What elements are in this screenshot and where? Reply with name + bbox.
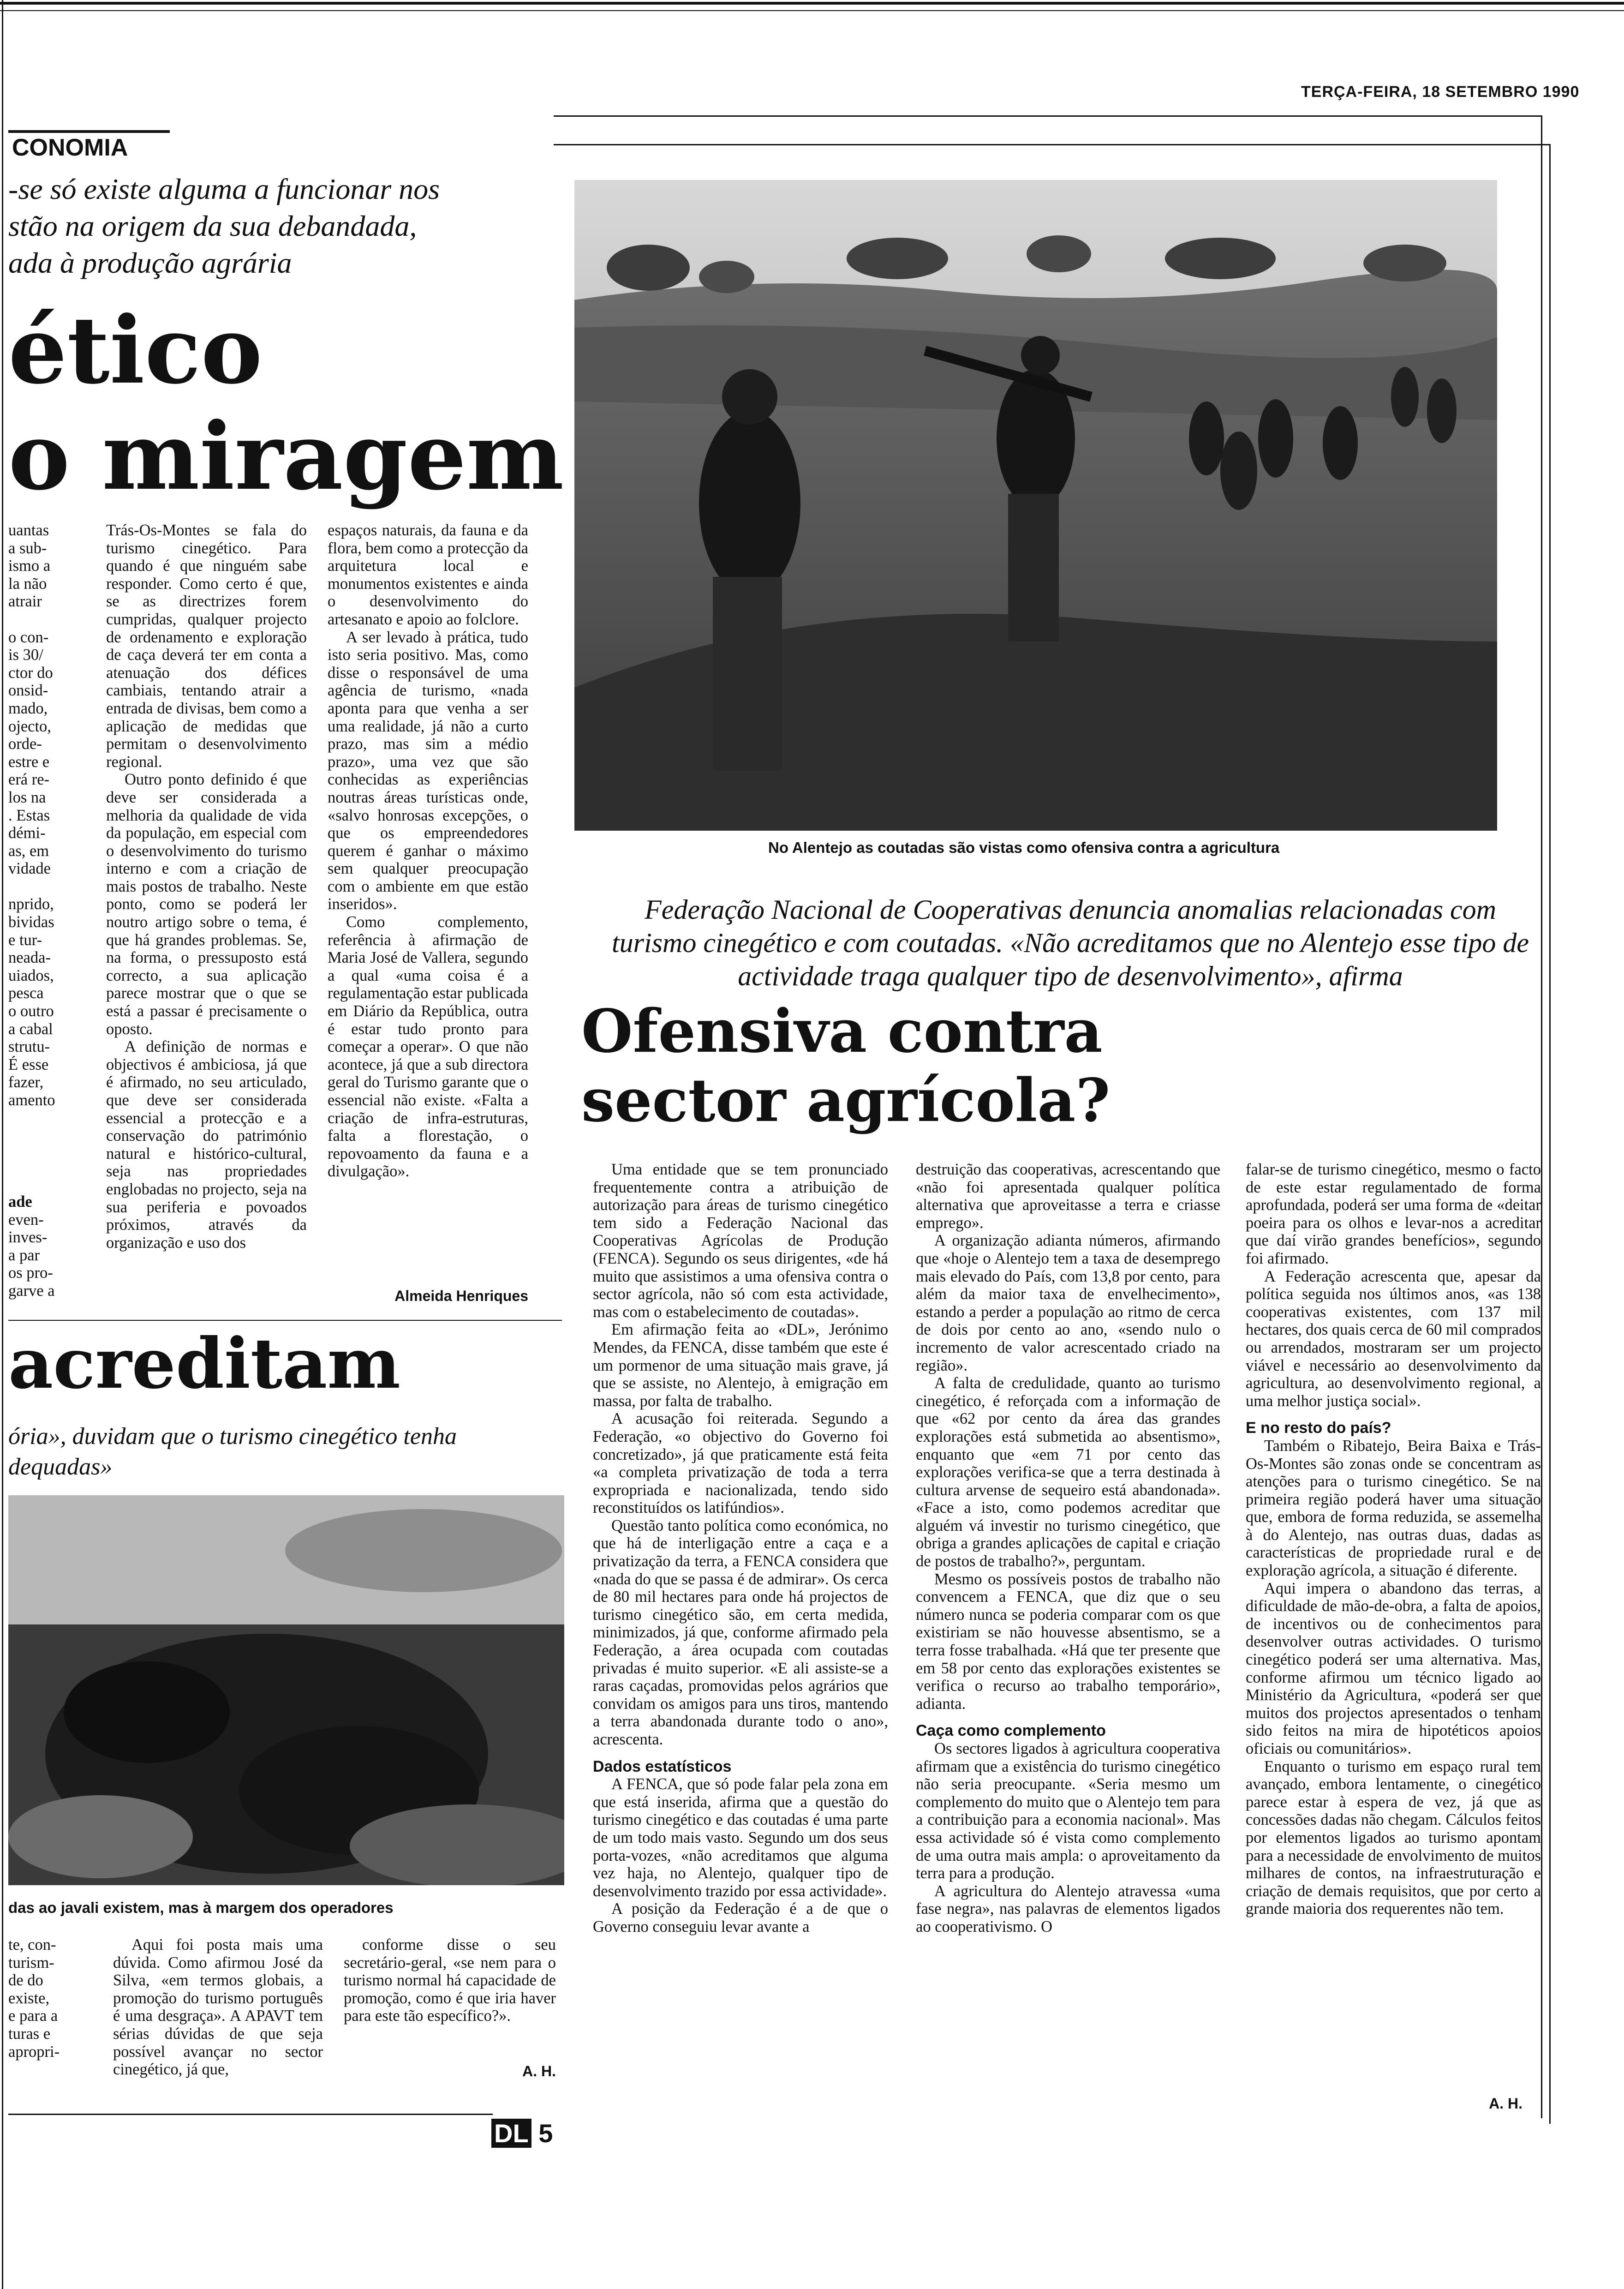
- left-edge-column-2: [8, 1193, 101, 1300]
- boar-photo-caption: das ao javali existem, mas à margem dos operadores: [8, 1899, 394, 1916]
- subhead-dados-estatisticos: Dados estatísticos: [593, 1757, 732, 1775]
- edge-fragment: a sub-: [8, 539, 47, 557]
- edge-fragment: ismo a: [8, 557, 51, 575]
- edge-fragment: even-: [8, 1210, 44, 1228]
- lower-left-headline: acreditam: [8, 1323, 401, 1404]
- edge-fragment: ojecto,: [8, 717, 51, 735]
- edge-fragment: a cabal: [8, 1020, 53, 1038]
- left-column-2: espaços naturais, da fauna e da flora, bem como a protecção da arquitetura local e monumentos existentes e ainda o desenvolvimento do artesanato e apoio ao folclore. A ser levado à prática, tudo isto seria positivo. Mas, como disse o responsável de uma agência de turismo, «nada aponta para que venha a ser uma realidade, já não a curto prazo, mas sim a médio prazo», uma vez que são conhecidas as experiências noutras áreas turísticas onde, «salvo honrosas excepções, o que os empreendedores querem é ganhar o máximo sem qualquer preocupação com o ambiente em que estão inseridos». Como complemento, referência à afirmação de Maria José de Vallera, segundo a qual «uma coisa é a regulamentação estar publicada em Diário da República, outra é estar tudo pronto para começar a operar». O que não acontece, já que a sub directora geral do Turismo garante que o essencial não existe. «Falta a criação de infra-estruturas, falta a florestação, o repovoamento da fauna e a divulgação».: [328, 521, 528, 1180]
- left-separator: [8, 1320, 562, 1321]
- left-signature: Almeida Henriques: [394, 1288, 528, 1304]
- edge-fragment: . Estas: [8, 806, 50, 824]
- edge-fragment: démi-: [8, 824, 46, 842]
- subhead-caca-como-complemento: Caça como complemento: [916, 1722, 1106, 1740]
- right-column-2: destruição das cooperativas, acrescentando que «não foi apresentada qualquer política alternativa que aproveitasse a terra e criasse emprego». A organização adianta números, afirmando que «hoje o Alentejo tem a taxa de desemprego mais elevado do País, com 13,8 por cento, para além da maior taxa de envelhecimento», estando a perder a população ao ritmo de cerca de dois por cento ao ano, «sendo nulo o incremento de valor acrescentado criado na região». A falta de credulidade, quanto ao turismo cinegético, é reforçada com a informação de que «62 por cento da área das grandes explorações está submetida ao absentismo», enquanto que «em 71 por cento das explorações verifica-se que a terra destinada à cultura arvense de sequeiro está abandonada». «Face a isto, como podemos acreditar que alguém vá investir no turismo cinegético, que obriga a grandes aplicações de capital e criação de postos de trabalho?», perguntam. Mesmo os possíveis postos de trabalho não convencem a FENCA, que diz que o seu número nunca se poderia comparar com os que existiriam se não houvesse absentismo, se a terra fosse trabalhada. «Há que ter presente que em 58 por cento das explorações existentes se verifica o recurso ao trabalho temporário», adianta. Caça como complemento Os sectores ligados à agricultura cooperativa afirmam que a existência do turismo cinegético não seria preocupante. «Seria mesmo um complemento do muito que o Alentejo tem para a contribuição para a economia nacional». Mas essa actividade só é vista como complemento de uma outra mais ampla: o aproveitamento da terra para a produção. A agricultura do Alentejo atravessa «uma fase negra», nas palavras de elementos ligados ao cooperativismo. O: [916, 1161, 1220, 1935]
- edge-fragment: pesca: [8, 984, 44, 1002]
- left-edge-line: [2, 0, 3, 2289]
- edge-fragment: bividas: [8, 913, 54, 931]
- edge-fragment: de do: [8, 1971, 43, 1989]
- edge-fragment: is 30/: [8, 646, 43, 664]
- section-label: CONOMIA: [8, 134, 131, 162]
- edge-fragment: strutu-: [8, 1038, 50, 1056]
- edge-fragment: ctor do: [8, 664, 53, 682]
- edge-fragment: existe,: [8, 1989, 50, 2007]
- lower-left-column-2: conforme disse o seu secretário-geral, «se nem para o turismo normal há capacidade de promoção, como é que iria haver para este tão específico?».: [344, 1936, 556, 2025]
- top-border-line-2: [0, 10, 1624, 11]
- footer-logo: DL 5: [491, 2118, 553, 2148]
- hunters-photo: [574, 180, 1497, 831]
- left-deck: -se só existe alguma a funcionar nos stão na origem da sua debandada, ada à produção agrária: [8, 173, 440, 279]
- edge-fragment: o outro: [8, 1002, 54, 1020]
- edge-fragment: as, em: [8, 842, 49, 860]
- edge-fragment: invеs-: [8, 1228, 48, 1246]
- edge-fragment: onsid-: [8, 682, 48, 700]
- right-frame-edge: [1549, 144, 1551, 2124]
- edge-fragment: uantas: [8, 521, 49, 539]
- section-rule: [8, 130, 170, 133]
- edge-fragment: fazer,: [8, 1073, 44, 1091]
- edge-fragment: neada-: [8, 949, 51, 967]
- edge-fragment: turas e: [8, 2025, 51, 2043]
- edge-fragment: estre e: [8, 753, 50, 771]
- left-headline-2: o miragem: [8, 402, 564, 511]
- right-column-1: Uma entidade que se tem pronunciado frequentemente contra a atribuição de autorização para áreas de turismo cinegético tem sido a Federação Nacional das Cooperativas Agrícolas de Produção (FENCA). Segundo os seus dirigentes, «de há muito que assistimos a uma ofensiva contra o sector agrícola, não só com esta actividade, mas com o estabelecimento de coutadas». Em afirmação feita ao «DL», Jerónimo Mendes, da FENCA, disse também que este é um pormenor de uma situação mais grave, já que se assiste, no Alentejo, à emigração em massa, por falta de trabalho. A acusação foi reiterada. Segundo a Federação, «o objectivo do Governo foi concretizado», já que praticamente está feita «a completa privatização de toda a terra expropriada e nacionalizada, tendo sido reconstituídos os latifúndios». Questão tanto política como económica, no que há de interligação entre a caça e a privatização da terra, a FENCA considera que «nada do que se passa é de admirar». Os cerca de 80 mil hectares para onde há projectos de turismo cinegético são, em certa medida, minimizados, já que, conforme afirmado pela Federação, a área ocupada com coutadas privadas é muito superior. «E ali assiste-se a raras caçadas, promovidas pelos agrários que convidam os amigos para uns tiros, mantendo a terra abandonada durante todo o ano», acrescenta. Dados estatísticos A FENCA, que só pode falar pela zona em que está inserida, afirma que a questão do turismo cinegético e das coutadas é uma parte de um todo mais vasto. Segundo um dos seus porta-vozes, «não acreditamos que alguma vez haja, no Alentejo, qualquer tipo de desenvolvimento trazido por essa actividade». A posição da Federação é a de que o Governo conseguiu levar avante a: [593, 1161, 888, 1935]
- hunters-photo-caption: No Alentejo as coutadas são vistas como ofensiva contra a agricultura: [768, 839, 1280, 856]
- edge-fragment: a par: [8, 1246, 40, 1264]
- edge-fragment: os pro-: [8, 1264, 53, 1282]
- hunters-photo-art: [574, 180, 1497, 831]
- right-deck: Federação Nacional de Cooperativas denuncia anomalias relacionadas com turismo cinegético e com coutadas. «Não acreditamos que no Alentejo esse tipo de actividade traga qualquer tipo de desenvolvimento», afirma: [612, 894, 1529, 991]
- lower-left-deck: ória», duvidam que o turismo cinegético tenha dequadas»: [8, 1423, 457, 1480]
- lower-left-signature: A. H.: [522, 2063, 556, 2079]
- right-headline: Ofensiva contra sector agrícola?: [581, 997, 1111, 1135]
- edge-fragment: mado,: [8, 699, 48, 717]
- right-frame-line: [1541, 115, 1542, 2118]
- right-frame-top: [554, 115, 1542, 117]
- subhead-resto-do-pais: E no resto do país?: [1246, 1419, 1391, 1437]
- bottom-rule: [8, 2114, 493, 2115]
- edge-fragment: [8, 611, 101, 629]
- edge-fragment: los na: [8, 788, 46, 806]
- edge-fragment: e tur-: [8, 931, 42, 949]
- left-edge-column: [8, 521, 101, 1109]
- left-column-1: Trás-Os-Montes se fala do turismo cinegético. Para quando é que ninguém sabe responder. Como certo é que, se as directrizes forem cumpridas, qualquer projecto de ordenamento e exploração de caça deverá ter em conta a atenuação dos défices cambiais, tentando atrair a entrada de divisas, bem como a aplicação de medidas que permitam o desenvolvimento regional. Outro ponto definido é que deve ser considerada a melhoria da qualidade de vida da população, em especial com o desenvolvimento do turismo interno e com a criação de mais postos de trabalho. Neste ponto, como se poderá ler noutro artigo sobre o tema, é que há grandes problemas. Se, na forma, o pressuposto está correcto, a sua aplicação parece mostrar que o que se está a passar é precisamente o oposto. A definição de normas e objectivos é ambiciosa, já que é afirmado, no seu articulado, que deve ser considerada essencial a protecção e a conservação do património natural e histórico-cultural, seja nas propriedades englobadas no projecto, seja na sua periferia e povoados próximos, através da organização e uso dos: [106, 521, 307, 1252]
- edge-fragment: e para a: [8, 2007, 58, 2025]
- edge-fragment: garve a: [8, 1282, 55, 1300]
- edge-fragment: o con-: [8, 628, 49, 646]
- edge-fragment: orde-: [8, 735, 42, 753]
- top-border-line: [0, 2, 1624, 5]
- edge-fragment: atrair: [8, 593, 42, 611]
- edge-fragment: amento: [8, 1091, 55, 1109]
- right-signature: A. H.: [1489, 2095, 1522, 2112]
- edge-fragment: la não: [8, 575, 47, 593]
- boar-photo-art: [8, 1495, 564, 1885]
- edge-fragment: [8, 878, 101, 896]
- edge-fragment: npridо,: [8, 895, 54, 913]
- right-frame-top-2: [554, 144, 1550, 145]
- edge-fragment: te, con-: [8, 1936, 56, 1953]
- lower-left-edge-column: [8, 1936, 105, 2061]
- edge-fragment: uiados,: [8, 966, 54, 984]
- page-date: TERÇA-FEIRA, 18 SETEMBRO 1990: [1301, 83, 1580, 101]
- edge-fragment: turism-: [8, 1953, 54, 1971]
- edge-fragment: É esse: [8, 1055, 49, 1073]
- lower-left-column-1: Aqui foi posta mais uma dúvida. Como afirmou José da Silva, «em termos globais, a promoção do turismo português é uma desgraça». A APAVT tem sérias dúvidas de que seja possível avançar no sector cinegético, já que,: [113, 1936, 323, 2079]
- right-column-3: falar-se de turismo cinegético, mesmo o facto de este estar regulamentado de forma aprofundada, poderá ser uma forma de «deitar poeira para os olhos e levar-nos a acreditar que daí virão grandes benefícios», segundo foi afirmado. A Federação acrescenta que, apesar da política seguida nos últimos anos, «as 138 cooperativas existentes, com 137 mil hectares, dos quais cerca de 60 mil comprados ou arrendados, mostraram ser um projecto viável e necessário ao desenvolvimento da agricultura, ao desenvolvimento regional, a uma melhor justiça social». E no resto do país? Também o Ribatejo, Beira Baixa e Trás-Os-Montes são zonas onde se concentram as atenções para o turismo cinegético. Se na primeira região poderá haver uma situação que, embora de forma reduzida, se assemelha à do Alentejo, nas outras duas, dadas as características de propriedade rural e de exploração agrícola, a situação é diferente. Aqui impera o abandono das terras, a dificuldade de mão-de-obra, a falta de apoios, de incentivos ou de conhecimentos para desenvolver outras actividades. O turismo cinegético poderá ser uma alternativa. Mas, conforme afirmou um técnico ligado ao Ministério da Agricultura, «poderá ser que muitos dos projectos apresentados o tenham sido feitos na mira de hipotéticos apoios oficiais ou comunitários». Enquanto o turismo em espaço rural tem avançado, embora lentamente, o cinegético parece estar à espera de vez, já que as concessões dadas não chegam. Cálculos feitos por elementos ligados ao turismo apontam para a necessidade de envolvimento de muitos milhares de contos, na infraestruturação e criação de demais requisitos, que por certo a grande maioria dos requerentes não tem.: [1246, 1161, 1541, 1918]
- boar-photo: [8, 1495, 564, 1885]
- edge-fragment: erá re-: [8, 771, 50, 789]
- edge-fragment: vidade: [8, 860, 51, 878]
- left-headline-1: ético: [8, 296, 263, 405]
- edge-fragment: ade: [8, 1193, 32, 1210]
- edge-fragment: apropri-: [8, 2043, 60, 2061]
